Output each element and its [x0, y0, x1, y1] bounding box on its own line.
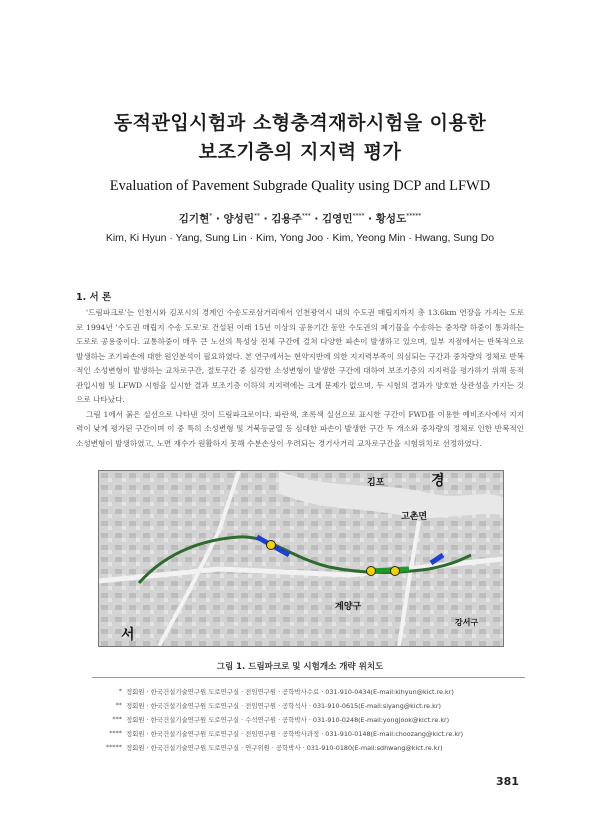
author-mark: ***: [301, 212, 311, 220]
author-name: 김용주: [271, 213, 302, 225]
footnote-text: 정회원 · 한국건설기술연구원 도로연구실 · 전임연구원 · 공학박사과정 · 031-910-0148(E-mail:choozang@kict.re.kr): [126, 729, 464, 738]
paper-title-line1: 동적관입시험과 소형충격재하시험을 이용한: [113, 112, 487, 134]
footnote-mark: *: [118, 687, 122, 695]
footnote-text: 정회원 · 한국건설기술연구원 도로연구실 · 전임연구원 · 공학박사수료 · 031-910-0434(E-mail:kihyun@kict.re.kr): [126, 687, 454, 696]
test-point: [367, 567, 376, 576]
figure-caption: 그림 1. 드림파크로 및 시험개소 개략 위치도: [216, 662, 384, 672]
footnotes: [76, 684, 536, 754]
author-name: 김영민: [322, 213, 353, 225]
paragraph: 그림 1에서 붉은 실선으로 나타낸 것이 드림파크로이다. 파란색, 초록색 실선으로 표시한 구간이 FWD를 이용한 예비조사에서 지지력이 낮게 평가된 구간이며 이 중 특히 소성변형 및 거북등균열 등 심대한 파손이 발생한 구간 두 개소와 중차량의 정체로 인한 반복적인 소성변형이 발생하였고, 노면 재수가 원활하지 못해 수분손상이 우려되는 경기사거리 교차로구간을 시험위치로 선정하였다.: [76, 409, 524, 448]
footnote: [76, 726, 536, 740]
author-separator: ·: [314, 213, 319, 225]
body-text: [76, 306, 524, 451]
author-mark: *: [209, 212, 213, 220]
author-separator: ·: [263, 213, 268, 225]
location-map: [99, 471, 503, 646]
footnote: [76, 740, 536, 754]
footnote-mark: **: [115, 701, 122, 709]
author-separator: ·: [368, 213, 373, 225]
author-mark: **: [253, 212, 260, 220]
author-name: 김기현: [178, 213, 210, 225]
english-title: Evaluation of Pavement Subgrade Quality using DCP and LFWD: [109, 178, 491, 194]
authors-english: Kim, Ki Hyun · Yang, Sung Lin · Kim, Yong Joo · Kim, Yeong Min · Hwang, Sung Do: [105, 232, 495, 244]
footnote: [76, 698, 536, 712]
page-number: 381: [496, 775, 519, 788]
paragraph: '드림파크로'는 인천시와 김포시의 경계인 수송도로삼거리에서 인천광역시 내의 수도권 매립지까지 총 13.6km 연장을 가지는 도로로 1994년 '수도권 매립지 수송 도로'로 건설된 이래 15년 이상의 공용기간 동안 수도권의 폐기물을 수송하는 중차량 하중이 통과하는 도로로 공용중이다. 교통하중이 매우 큰 노선의 특성상 전체 구간에 걸쳐 다양한 파손이 발생하고 있으며, 일부 지점에서는 반복적으로 발생하는 조기파손에 대한 원인분석이 필요하였다. 본 연구에서는 현약지반에 의한 지지력부족이 의심되는 구간과 중차량의 정체로 반복적인 소성변형이 발생하는 교차로구간, 절토구간 중 심각한 소성변형이 발생한 구간에 대하여 보조기층의 지지력을 평가하기 위해 동적관입시험 및 LFWD 시험을 실시한 결과 보조기층 이하의 지지력에는 크게 문제가 없으며, 두 시험의 결과가 양호한 상관성을 가지는 것으로 나타났다.: [76, 308, 524, 404]
map-label: 계양구: [335, 602, 362, 612]
section-heading: 1. 서 론: [76, 292, 112, 303]
authors-korean: [0, 211, 600, 226]
map-label: 고촌면: [401, 512, 428, 522]
map-label: 강서구: [455, 618, 479, 627]
test-point: [267, 541, 276, 550]
author-mark: *****: [406, 212, 422, 220]
author-separator: ·: [215, 213, 220, 225]
footnote-mark: ***: [112, 715, 122, 723]
paper-title-line2: 보조기층의 지지력 평가: [198, 141, 402, 163]
author-name: 황성도: [375, 213, 407, 225]
footnote-text: 정회원 · 한국건설기술연구원 도로연구실 · 연구위원 · 공학박사 · 031-910-0180(E-mail:sdhwang@kict.re.kr): [126, 743, 443, 752]
footnote-text: 정회원 · 한국건설기술연구원 도로연구실 · 수석연구원 · 공학박사 · 031-910-0248(E-mail:yongjook@kict.re.kr): [126, 715, 450, 724]
author-name: 양성린: [223, 213, 254, 225]
footnote-text: 정회원 · 한국건설기술연구원 도로연구실 · 전임연구원 · 공학석사 · 031-910-0615(E-mail:siyang@kict.re.kr): [126, 701, 441, 710]
test-point: [391, 567, 400, 576]
location-map-figure: [98, 470, 504, 647]
map-label: 김포: [367, 478, 385, 488]
map-label: 경: [431, 473, 445, 489]
footnote-divider: [92, 677, 525, 678]
footnote: [76, 712, 536, 726]
author-mark: ****: [352, 212, 365, 220]
footnote: [76, 684, 536, 698]
footnote-mark: ****: [109, 729, 122, 737]
map-label: 서: [121, 627, 135, 643]
footnote-mark: *****: [106, 743, 122, 751]
